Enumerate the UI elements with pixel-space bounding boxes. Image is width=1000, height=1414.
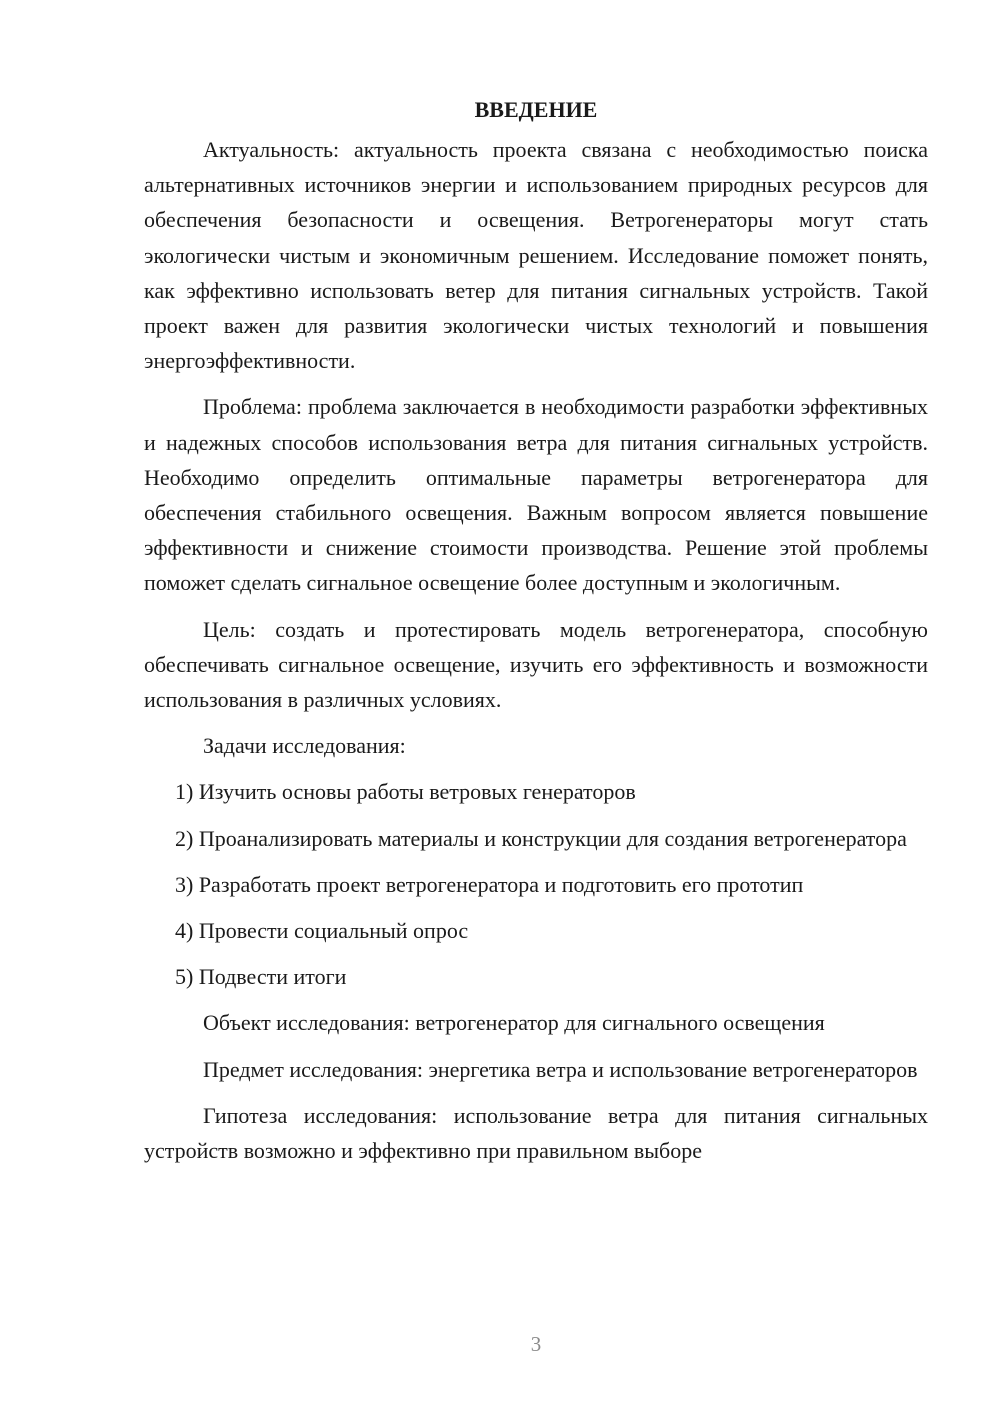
task-item-3: 3) Разработать проект ветрогенератора и подготовить его прототип <box>175 871 804 897</box>
tasks-heading: Задачи исследования: <box>203 733 406 759</box>
page-number: 3 <box>530 1332 542 1356</box>
relevance-paragraph: Актуальность: актуальность проекта связана с необходимостью поиска альтернативных источников энергии и использованием природных ресурсов для обеспечения безопасности и освещения. Ветрогенераторы могут стать экологически чистым и экономичным решением. Исследование поможет понять, как эффективно использовать ветер для питания сигнальных устройств. Такой проект важен для развития экологически чистых технологий и повышения энергоэффективности. <box>144 137 928 374</box>
task-item-2: 2) Проанализировать материалы и конструкции для создания ветрогенератора <box>175 825 907 851</box>
subject-paragraph: Предмет исследования: энергетика ветра и использование ветрогенераторов <box>203 1056 918 1082</box>
document-page <box>144 92 928 1168</box>
task-item-4: 4) Провести социальный опрос <box>175 918 469 944</box>
task-item-1: 1) Изучить основы работы ветровых генераторов <box>175 779 636 805</box>
goal-paragraph: Цель: создать и протестировать модель ветрогенератора, способную обеспечивать сигнальное освещение, изучить его эффективность и возможности использования в различных условиях. <box>144 616 928 713</box>
problem-paragraph: Проблема: проблема заключается в необходимости разработки эффективных и надежных способов использования ветра для питания сигнальных устройств. Необходимо определить оптимальные параметры ветрогенератора для обеспечения стабильного освещения. Важным вопросом является повышение эффективности и снижение стоимости производства. Решение этой проблемы поможет сделать сигнальное освещение более доступным и экологичным. <box>144 394 928 596</box>
hypothesis-paragraph: Гипотеза исследования: использование ветра для питания сигнальных устройств возможно и эффективно при правильном выборе <box>144 1102 928 1164</box>
task-item-5: 5) Подвести итоги <box>175 964 347 990</box>
object-paragraph: Объект исследования: ветрогенератор для сигнального освещения <box>203 1010 825 1036</box>
page-title: ВВЕДЕНИЕ <box>474 97 598 122</box>
